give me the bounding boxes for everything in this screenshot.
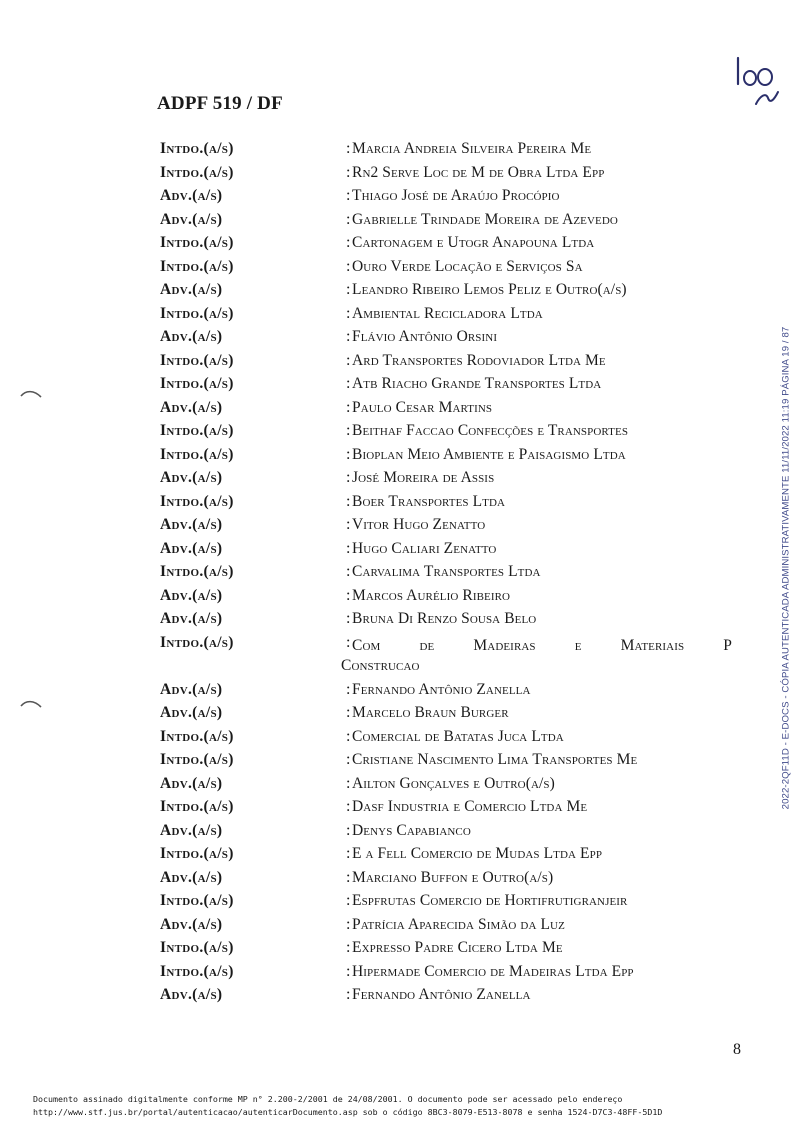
separator-colon: :	[346, 704, 351, 721]
separator-colon: :	[346, 845, 351, 862]
party-role: Adv.(a/s)	[160, 986, 223, 1003]
party-row	[0, 422, 800, 446]
party-row	[0, 469, 800, 493]
party-name: Patrícia Aparecida Simão da Luz	[352, 915, 565, 933]
party-role: Intdo.(a/s)	[160, 257, 234, 275]
party-role: Adv.(a/s)	[160, 821, 223, 839]
party-row	[0, 916, 800, 940]
signature-footer	[33, 1093, 662, 1118]
party-name: Marciano Buffon e Outro(a/s)	[352, 868, 554, 886]
party-role: Adv.(a/s)	[160, 469, 223, 486]
party-name: Rn2 Serve Loc de M de Obra Ltda Epp	[352, 163, 605, 181]
party-row	[0, 164, 800, 188]
party-row	[0, 187, 800, 211]
party-role: Intdo.(a/s)	[160, 422, 234, 439]
party-row	[0, 775, 800, 799]
party-role: Adv.(a/s)	[160, 915, 223, 933]
party-name: Fernando Antônio Zanella	[352, 986, 531, 1003]
separator-colon: :	[346, 680, 351, 698]
party-name: Ambiental Recicladora Ltda	[352, 304, 543, 322]
handwritten-page-number-icon	[730, 52, 782, 110]
separator-colon: :	[346, 398, 351, 416]
separator-colon: :	[346, 375, 351, 392]
party-role: Intdo.(a/s)	[160, 445, 234, 463]
party-row	[0, 587, 800, 611]
party-role: Adv.(a/s)	[160, 774, 223, 792]
party-row	[0, 493, 800, 517]
party-row	[0, 563, 800, 587]
party-name: Gabrielle Trindade Moreira de Azevedo	[352, 210, 618, 228]
party-row	[0, 704, 800, 728]
party-row	[0, 798, 800, 822]
party-row	[0, 728, 800, 752]
party-name: Marcelo Braun Burger	[352, 704, 509, 721]
party-name: Vitor Hugo Zenatto	[352, 516, 486, 533]
party-role: Intdo.(a/s)	[160, 939, 234, 956]
separator-colon: :	[346, 751, 351, 768]
punch-mark-icon	[20, 388, 42, 400]
party-name: Flávio Antônio Orsini	[352, 328, 498, 345]
party-row	[0, 610, 800, 634]
case-title: ADPF 519 / DF	[157, 93, 283, 114]
separator-colon: :	[346, 140, 351, 157]
footer-line-2[interactable]: http://www.stf.jus.br/portal/autenticacao/autenticarDocumento.asp sob o código 8BC3-8079-E513-8078 e senha 1524-D7C3-48FF-5D1D	[33, 1106, 663, 1117]
separator-colon: :	[346, 210, 351, 228]
separator-colon: :	[346, 868, 351, 886]
separator-colon: :	[346, 187, 351, 204]
party-role: Intdo.(a/s)	[160, 351, 234, 369]
party-role: Intdo.(a/s)	[160, 375, 234, 392]
party-name: Ard Transportes Rodoviador Ltda Me	[352, 351, 606, 369]
separator-colon: :	[346, 986, 351, 1003]
party-role: Adv.(a/s)	[160, 210, 223, 228]
separator-colon: :	[346, 892, 351, 909]
party-name: Bruna Di Renzo Sousa Belo	[352, 610, 537, 627]
separator-colon: :	[346, 798, 351, 815]
party-name: Bioplan Meio Ambiente e Paisagismo Ltda	[352, 445, 626, 463]
party-row	[0, 140, 800, 164]
page-number: 8	[733, 1041, 741, 1058]
separator-colon: :	[346, 163, 351, 181]
party-name: Espfrutas Comercio de Hortifrutigranjeir	[352, 892, 628, 909]
party-name: Ailton Gonçalves e Outro(a/s)	[352, 774, 555, 792]
separator-colon: :	[346, 281, 351, 298]
party-row	[0, 540, 800, 564]
party-name-continuation: Construcao	[341, 656, 420, 674]
footer-line-1: Documento assinado digitalmente conforme MP n° 2.200-2/2001 de 24/08/2001. O documento pode ser acessado pelo endereço	[33, 1094, 623, 1104]
party-row	[0, 328, 800, 352]
party-row	[0, 751, 800, 775]
separator-colon: :	[346, 727, 351, 745]
party-name: Cartonagem e Utogr Anapouna Ltda	[352, 234, 595, 251]
party-row	[0, 681, 800, 705]
party-role: Adv.(a/s)	[160, 328, 223, 345]
party-role: Intdo.(a/s)	[160, 304, 234, 322]
separator-colon: :	[346, 539, 351, 557]
party-role: Intdo.(a/s)	[160, 727, 234, 745]
party-name: José Moreira de Assis	[352, 469, 495, 486]
party-role: Adv.(a/s)	[160, 398, 223, 416]
separator-colon: :	[346, 633, 351, 651]
party-name: Hugo Caliari Zenatto	[352, 539, 497, 557]
party-name: Marcos Aurélio Ribeiro	[352, 586, 511, 604]
separator-colon: :	[346, 915, 351, 933]
separator-colon: :	[346, 939, 351, 956]
party-row	[0, 352, 800, 376]
party-name: Atb Riacho Grande Transportes Ltda	[352, 375, 602, 392]
party-role: Intdo.(a/s)	[160, 798, 234, 815]
party-row	[0, 892, 800, 916]
party-role: Adv.(a/s)	[160, 586, 223, 604]
party-row	[0, 634, 800, 681]
separator-colon: :	[346, 351, 351, 369]
party-row	[0, 869, 800, 893]
party-role: Intdo.(a/s)	[160, 234, 234, 251]
separator-colon: :	[346, 328, 351, 345]
separator-colon: :	[346, 610, 351, 627]
party-row	[0, 399, 800, 423]
party-name: Expresso Padre Cicero Ltda Me	[352, 939, 563, 956]
party-role: Intdo.(a/s)	[160, 563, 234, 580]
separator-colon: :	[346, 257, 351, 275]
separator-colon: :	[346, 304, 351, 322]
party-name: Fernando Antônio Zanella	[352, 680, 531, 698]
party-name: Dasf Industria e Comercio Ltda Me	[352, 798, 588, 815]
party-role: Adv.(a/s)	[160, 516, 223, 533]
party-row	[0, 258, 800, 282]
party-role: Intdo.(a/s)	[160, 492, 234, 510]
party-row	[0, 939, 800, 963]
party-name: Marcia Andreia Silveira Pereira Me	[352, 140, 592, 157]
party-role: Intdo.(a/s)	[160, 845, 234, 862]
separator-colon: :	[346, 445, 351, 463]
party-role: Adv.(a/s)	[160, 680, 223, 698]
separator-colon: :	[346, 469, 351, 486]
party-name: Boer Transportes Ltda	[352, 492, 506, 510]
party-row	[0, 305, 800, 329]
party-role: Intdo.(a/s)	[160, 140, 234, 157]
party-name: Leandro Ribeiro Lemos Peliz e Outro(a/s)	[352, 281, 627, 298]
party-role: Adv.(a/s)	[160, 187, 223, 204]
separator-colon: :	[346, 492, 351, 510]
authentication-stamp: 2022-2QF11D - E-DOCS - CÓPIA AUTENTICADA ADMINISTRATIVAMENTE 11/11/2022 11:19 PÁGINA 19 / 87	[780, 326, 792, 810]
party-role: Intdo.(a/s)	[160, 163, 234, 181]
party-row	[0, 234, 800, 258]
party-row	[0, 446, 800, 470]
party-row	[0, 822, 800, 846]
party-role: Intdo.(a/s)	[160, 751, 234, 768]
party-role: Intdo.(a/s)	[160, 962, 234, 980]
party-name: Comercial de Batatas Juca Ltda	[352, 727, 564, 745]
party-row	[0, 516, 800, 540]
party-name: Carvalima Transportes Ltda	[352, 563, 541, 580]
party-row	[0, 211, 800, 235]
punch-mark-icon	[20, 698, 42, 710]
party-role: Adv.(a/s)	[160, 539, 223, 557]
party-name: Thiago José de Araújo Procópio	[352, 187, 560, 204]
party-name: Denys Capabianco	[352, 821, 471, 839]
party-name: Com de Madeiras e Materiais P	[352, 636, 732, 654]
separator-colon: :	[346, 516, 351, 533]
separator-colon: :	[346, 821, 351, 839]
party-row	[0, 375, 800, 399]
party-role: Adv.(a/s)	[160, 868, 223, 886]
separator-colon: :	[346, 234, 351, 251]
party-row	[0, 281, 800, 305]
party-name: E a Fell Comercio de Mudas Ltda Epp	[352, 845, 603, 862]
party-role: Adv.(a/s)	[160, 610, 223, 627]
party-name: Paulo Cesar Martins	[352, 398, 493, 416]
party-role: Adv.(a/s)	[160, 704, 223, 721]
separator-colon: :	[346, 563, 351, 580]
party-name: Ouro Verde Locação e Serviços Sa	[352, 257, 583, 275]
separator-colon: :	[346, 586, 351, 604]
party-role: Intdo.(a/s)	[160, 633, 234, 651]
party-row	[0, 845, 800, 869]
party-row	[0, 986, 800, 1010]
party-row	[0, 963, 800, 987]
separator-colon: :	[346, 962, 351, 980]
separator-colon: :	[346, 422, 351, 439]
party-name: Hipermade Comercio de Madeiras Ltda Epp	[352, 962, 634, 980]
party-name: Cristiane Nascimento Lima Transportes Me	[352, 751, 638, 768]
separator-colon: :	[346, 774, 351, 792]
party-name: Beithaf Faccao Confecções e Transportes	[352, 422, 629, 439]
party-role: Adv.(a/s)	[160, 281, 223, 298]
party-role: Intdo.(a/s)	[160, 892, 234, 909]
